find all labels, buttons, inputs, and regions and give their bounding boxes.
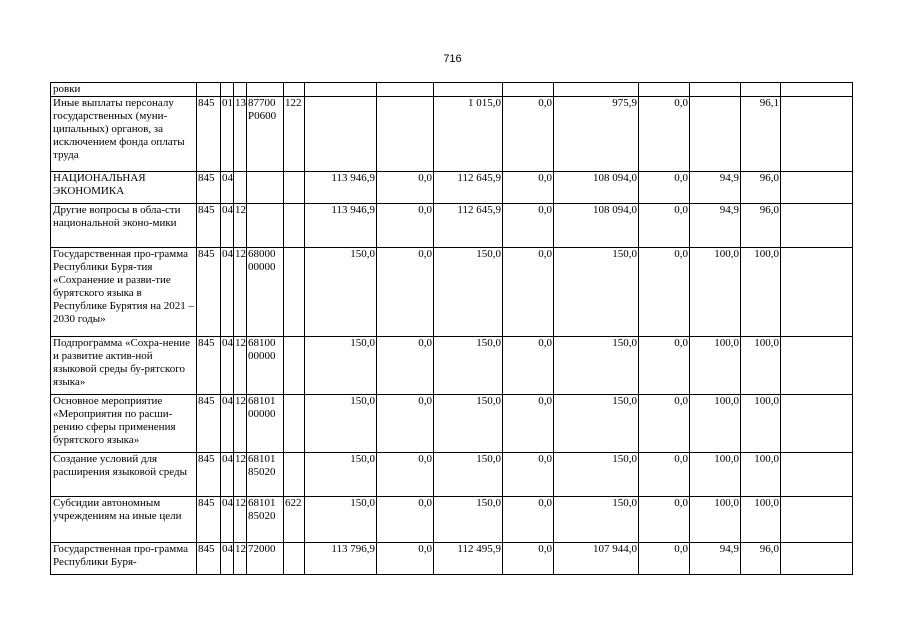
target-article-part1: 68101: [248, 395, 276, 407]
target-article-cell: [247, 497, 284, 543]
subsection-code-cell: 12: [234, 337, 247, 395]
target-article-cell: [247, 83, 284, 97]
ved-code-cell: 845: [197, 543, 221, 575]
expense-type-cell: [284, 395, 305, 453]
empty-cell: [781, 83, 853, 97]
row-name-cell: Основное мероприятие «Мероприятия по расши-рению сферы применения бурятского языка»: [51, 395, 197, 453]
amount-cell: 0,0: [503, 337, 554, 395]
amount-cell: [639, 83, 690, 97]
percent-cell: 100,0: [741, 395, 781, 453]
section-code-cell: 04: [221, 172, 234, 204]
amount-cell: 108 094,0: [554, 172, 639, 204]
subsection-code-cell: 12: [234, 543, 247, 575]
amount-cell: 0,0: [377, 337, 434, 395]
section-code-cell: 04: [221, 337, 234, 395]
percent-cell: 100,0: [690, 337, 741, 395]
subsection-code-cell: 12: [234, 453, 247, 497]
target-article-cell: [247, 248, 284, 337]
amount-cell: 0,0: [377, 395, 434, 453]
target-article-cell: [247, 337, 284, 395]
ved-code-cell: 845: [197, 204, 221, 248]
amount-cell: 150,0: [305, 497, 377, 543]
target-article-part2: 85020: [248, 510, 276, 522]
amount-cell: 0,0: [503, 453, 554, 497]
amount-cell: 0,0: [639, 337, 690, 395]
expense-type-cell: 122: [284, 97, 305, 172]
amount-cell: 0,0: [503, 204, 554, 248]
amount-cell: 0,0: [377, 497, 434, 543]
empty-cell: [781, 497, 853, 543]
table-row: [51, 453, 853, 497]
target-article-cell: [247, 204, 284, 248]
subsection-code-cell: [234, 172, 247, 204]
expense-type-cell: [284, 204, 305, 248]
amount-cell: 113 796,9: [305, 543, 377, 575]
subsection-code-cell: 13: [234, 97, 247, 172]
section-code-cell: 04: [221, 453, 234, 497]
ved-code-cell: 845: [197, 337, 221, 395]
subsection-code-cell: [234, 83, 247, 97]
row-name-cell: Субсидии автономным учреждениям на иные цели: [51, 497, 197, 543]
expense-type-cell: [284, 83, 305, 97]
empty-cell: [781, 204, 853, 248]
row-name-cell: НАЦИОНАЛЬНАЯ ЭКОНОМИКА: [51, 172, 197, 204]
percent-cell: 100,0: [690, 395, 741, 453]
target-article-part1: 68101: [248, 453, 276, 465]
amount-cell: 150,0: [434, 395, 503, 453]
amount-cell: 0,0: [639, 204, 690, 248]
target-article-cell: [247, 453, 284, 497]
amount-cell: 150,0: [554, 395, 639, 453]
amount-cell: 1 015,0: [434, 97, 503, 172]
amount-cell: 0,0: [503, 497, 554, 543]
amount-cell: 0,0: [377, 172, 434, 204]
percent-cell: 94,9: [690, 543, 741, 575]
amount-cell: 0,0: [377, 543, 434, 575]
expense-type-cell: [284, 543, 305, 575]
empty-cell: [781, 395, 853, 453]
page-number: 716: [443, 53, 462, 65]
subsection-code-cell: 12: [234, 204, 247, 248]
target-article-part2: 00000: [248, 408, 276, 420]
amount-cell: 113 946,9: [305, 204, 377, 248]
amount-cell: 0,0: [503, 97, 554, 172]
table-row: [51, 497, 853, 543]
section-code-cell: [221, 83, 234, 97]
section-code-cell: 04: [221, 248, 234, 337]
percent-cell: 96,0: [741, 172, 781, 204]
amount-cell: 0,0: [639, 172, 690, 204]
amount-cell: 0,0: [377, 453, 434, 497]
budget-table: [50, 82, 853, 575]
amount-cell: 0,0: [503, 172, 554, 204]
section-code-cell: 04: [221, 543, 234, 575]
row-name-cell: ровки: [51, 83, 197, 97]
amount-cell: [305, 97, 377, 172]
ved-code-cell: [197, 83, 221, 97]
amount-cell: [305, 83, 377, 97]
section-code-cell: 04: [221, 204, 234, 248]
amount-cell: 150,0: [434, 248, 503, 337]
percent-cell: 100,0: [690, 497, 741, 543]
percent-cell: [690, 83, 741, 97]
amount-cell: 150,0: [434, 453, 503, 497]
percent-cell: 100,0: [741, 453, 781, 497]
row-name-cell: Создание условий для расширения языковой среды: [51, 453, 197, 497]
amount-cell: 0,0: [503, 248, 554, 337]
percent-cell: 94,9: [690, 204, 741, 248]
section-code-cell: 01: [221, 97, 234, 172]
target-article-part1: 72000: [248, 543, 276, 555]
amount-cell: 112 645,9: [434, 204, 503, 248]
amount-cell: 0,0: [503, 395, 554, 453]
section-code-cell: 04: [221, 497, 234, 543]
target-article-part2: 00000: [248, 261, 276, 273]
table-row: [51, 248, 853, 337]
target-article-part1: 87700: [248, 97, 276, 109]
table-row: [51, 543, 853, 575]
percent-cell: 100,0: [741, 497, 781, 543]
subsection-code-cell: 12: [234, 248, 247, 337]
amount-cell: 0,0: [639, 543, 690, 575]
row-name-cell: Государственная про-грамма Республики Буря-: [51, 543, 197, 575]
amount-cell: [434, 83, 503, 97]
row-name-cell: Государственная про-грамма Республики Буря-тия «Сохранение и разви-тие бурятского языка в Республике Бурятия на 2021 – 2030 годы»: [51, 248, 197, 337]
subsection-code-cell: 12: [234, 497, 247, 543]
target-article-cell: [247, 543, 284, 575]
table-row: [51, 204, 853, 248]
amount-cell: 112 645,9: [434, 172, 503, 204]
amount-cell: 150,0: [554, 248, 639, 337]
target-article-cell: [247, 97, 284, 172]
table-row: [51, 172, 853, 204]
section-code-cell: 04: [221, 395, 234, 453]
amount-cell: 0,0: [639, 97, 690, 172]
amount-cell: 0,0: [639, 497, 690, 543]
amount-cell: 0,0: [377, 248, 434, 337]
amount-cell: 113 946,9: [305, 172, 377, 204]
amount-cell: 150,0: [434, 337, 503, 395]
target-article-part2: P0600: [248, 110, 277, 122]
table-row: [51, 83, 853, 97]
ved-code-cell: 845: [197, 172, 221, 204]
empty-cell: [781, 453, 853, 497]
percent-cell: 100,0: [690, 248, 741, 337]
target-article-part2: 85020: [248, 466, 276, 478]
amount-cell: [377, 83, 434, 97]
amount-cell: 150,0: [434, 497, 503, 543]
table-row: [51, 97, 853, 172]
percent-cell: 96,1: [741, 97, 781, 172]
ved-code-cell: 845: [197, 97, 221, 172]
empty-cell: [781, 337, 853, 395]
amount-cell: 0,0: [639, 453, 690, 497]
target-article-part1: 68100: [248, 337, 276, 349]
amount-cell: [554, 83, 639, 97]
expense-type-cell: [284, 337, 305, 395]
table-row: [51, 337, 853, 395]
target-article-cell: [247, 172, 284, 204]
target-article-part1: 68101: [248, 497, 276, 509]
amount-cell: 150,0: [554, 337, 639, 395]
expense-type-cell: [284, 172, 305, 204]
target-article-part2: 00000: [248, 350, 276, 362]
amount-cell: 0,0: [639, 248, 690, 337]
expense-type-cell: [284, 248, 305, 337]
amount-cell: 0,0: [639, 395, 690, 453]
empty-cell: [781, 248, 853, 337]
amount-cell: 0,0: [377, 204, 434, 248]
target-article-cell: [247, 395, 284, 453]
amount-cell: 150,0: [305, 395, 377, 453]
row-name-cell: Подпрограмма «Сохра-нение и развитие актив-ной языковой среды бу-рятского языка»: [51, 337, 197, 395]
empty-cell: [781, 172, 853, 204]
amount-cell: 150,0: [554, 453, 639, 497]
percent-cell: 100,0: [741, 337, 781, 395]
percent-cell: 96,0: [741, 543, 781, 575]
table-row: [51, 395, 853, 453]
empty-cell: [781, 543, 853, 575]
expense-type-cell: 622: [284, 497, 305, 543]
percent-cell: 94,9: [690, 172, 741, 204]
row-name-cell: Иные выплаты персоналу государственных (муни-ципальных) органов, за исключением фонда оплаты труда: [51, 97, 197, 172]
amount-cell: 150,0: [554, 497, 639, 543]
target-article-part1: 68000: [248, 248, 276, 260]
row-name-cell: Другие вопросы в обла-сти национальной эконо-мики: [51, 204, 197, 248]
amount-cell: [503, 83, 554, 97]
amount-cell: 975,9: [554, 97, 639, 172]
amount-cell: 112 495,9: [434, 543, 503, 575]
percent-cell: [690, 97, 741, 172]
percent-cell: 96,0: [741, 204, 781, 248]
ved-code-cell: 845: [197, 248, 221, 337]
percent-cell: [741, 83, 781, 97]
percent-cell: 100,0: [690, 453, 741, 497]
amount-cell: 150,0: [305, 248, 377, 337]
expense-type-cell: [284, 453, 305, 497]
amount-cell: 150,0: [305, 337, 377, 395]
ved-code-cell: 845: [197, 453, 221, 497]
empty-cell: [781, 97, 853, 172]
percent-cell: 100,0: [741, 248, 781, 337]
amount-cell: [377, 97, 434, 172]
ved-code-cell: 845: [197, 395, 221, 453]
amount-cell: 108 094,0: [554, 204, 639, 248]
amount-cell: 150,0: [305, 453, 377, 497]
subsection-code-cell: 12: [234, 395, 247, 453]
ved-code-cell: 845: [197, 497, 221, 543]
amount-cell: 107 944,0: [554, 543, 639, 575]
amount-cell: 0,0: [503, 543, 554, 575]
